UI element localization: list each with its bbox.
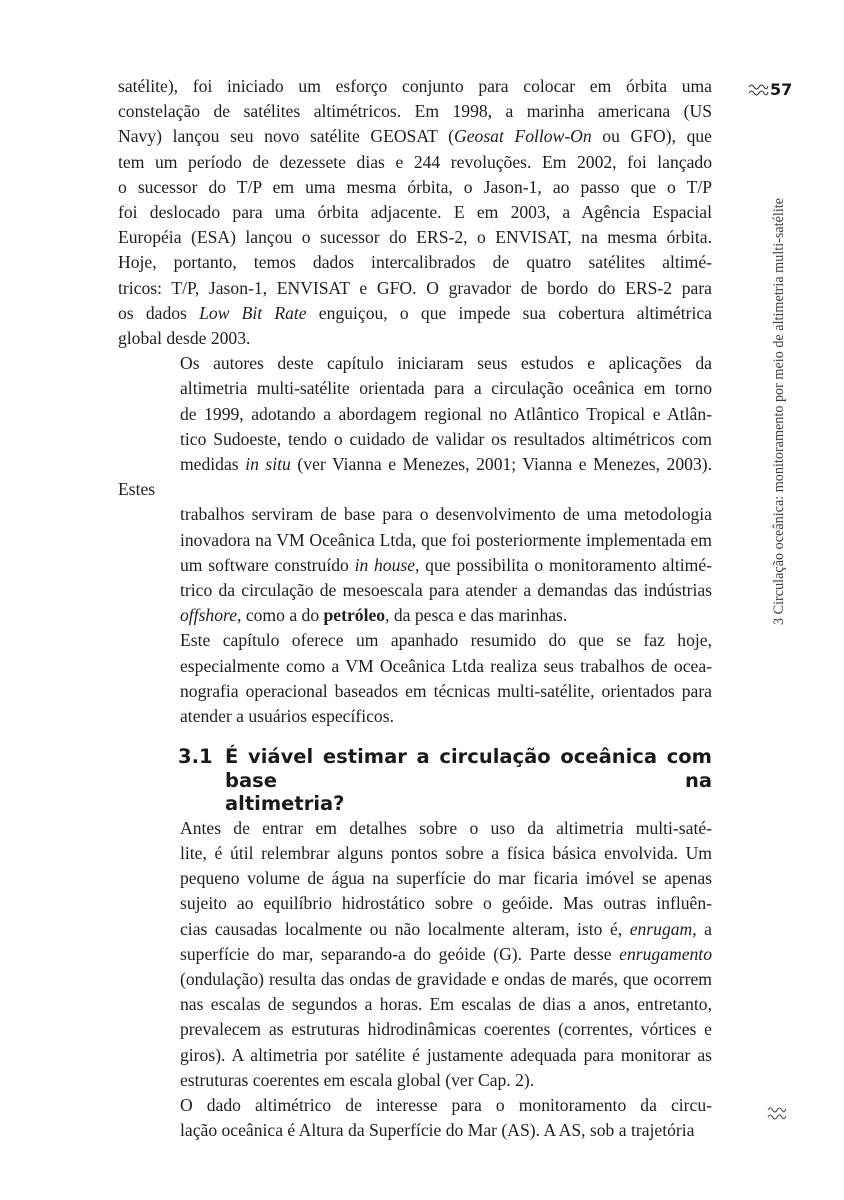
text-run: , como a do [237, 605, 324, 626]
text-line [118, 99, 712, 124]
text-line [118, 578, 712, 603]
text-run: superfície do mar, separando-a do geóide (G). Parte desse [180, 943, 620, 964]
italic-term: enrugam [629, 918, 693, 939]
text-line [118, 603, 712, 628]
text-run: trico da circulação de mesoescala para atender a demandas das indústrias [180, 580, 712, 601]
text-line [118, 200, 712, 225]
text-run: de 1999, adotando a abordagem regional no Atlântico Tropical e Atlân- [180, 403, 712, 424]
text-run: lite, é útil relembrar alguns pontos sobre a física básica envolvida. Um [180, 842, 712, 863]
text-line [118, 225, 712, 250]
text-line [118, 553, 712, 578]
text-run: medidas [180, 454, 246, 475]
italic-term: enrugamento [619, 943, 712, 964]
text-run: prevalecem as estruturas hidrodinâmicas coerentes (correntes, vórtices e [180, 1019, 712, 1040]
text-line [118, 376, 712, 401]
page-number-block [748, 78, 792, 100]
text-line [118, 841, 712, 866]
text-run: trabalhos serviram de base para o desenvolvimento de uma metodologia [180, 504, 712, 525]
text-line [118, 452, 712, 502]
text-line [118, 704, 712, 729]
italic-term: Low Bit Rate [199, 302, 307, 323]
italic-term: in situ [245, 454, 291, 475]
wave-icon [748, 82, 769, 96]
text-run: especialmente como a VM Oceânica Ltda realiza seus trabalhos de ocea- [180, 655, 712, 676]
text-run: Os autores deste capítulo iniciaram seus estudos e aplicações da [180, 353, 712, 374]
text-line [118, 992, 712, 1017]
text-line [118, 175, 712, 200]
section-number: 3.1 [178, 745, 213, 769]
text-run: Este capítulo oferece um apanhado resumido do que se faz hoje, [180, 630, 712, 651]
text-line [118, 1017, 712, 1042]
text-line [118, 150, 712, 175]
text-line [118, 351, 712, 376]
text-line [118, 402, 712, 427]
text-run: Antes de entrar em detalhes sobre o uso da altimetria multi-saté- [180, 817, 712, 838]
text-run: , da pesca e das marinhas. [385, 605, 568, 626]
text-line [118, 74, 712, 99]
text-run: um software construído [180, 554, 355, 575]
running-header: 3 Circulação oceânica: monitoramento por meio de altimetria multi-satélite [771, 197, 787, 625]
text-line [118, 250, 712, 275]
text-run: nografia operacional baseados em técnicas multi-satélite, orientados para [180, 680, 712, 701]
text-line [118, 124, 712, 149]
section-title [225, 745, 712, 816]
page-number: 57 [770, 79, 793, 99]
text-line [118, 1118, 712, 1143]
text-line [118, 917, 712, 942]
text-run: lação oceânica é Altura da Superfície do Mar (AS). A AS, sob a trajetória [180, 1120, 695, 1141]
text-run: foi deslocado para uma órbita adjacente. E em 2003, a Agência Espacial [118, 202, 712, 223]
text-run: altimetria multi-satélite orientada para a circulação oceânica em torno [180, 378, 712, 399]
text-line [118, 654, 712, 679]
paragraph [118, 1093, 712, 1143]
text-line [118, 1093, 712, 1118]
text-line [118, 816, 712, 841]
text-line [118, 679, 712, 704]
text-run: sujeito ao equilíbrio hidrostático sobre o geóide. Mas outras influên- [180, 893, 712, 914]
text-run: Hoje, portanto, temos dados intercalibrados de quatro satélites altimé- [118, 252, 712, 273]
text-run: tricos: T/P, Jason-1, ENVISAT e GFO. O gravador de bordo do ERS-2 para [118, 277, 712, 298]
text-run: , a [692, 918, 712, 939]
text-run: tico Sudoeste, tendo o cuidado de validar os resultados altimétricos com [180, 428, 712, 449]
body-text [118, 74, 712, 1143]
text-run: (ondulação) resulta das ondas de gravidade e ondas de marés, que ocorrem [180, 969, 712, 989]
text-run: , que possibilita o monitoramento altimé- [415, 554, 713, 575]
text-run: tem um período de dezessete dias e 244 revoluções. Em 2002, foi lançado [118, 151, 712, 172]
paragraph [118, 351, 712, 628]
paragraph [118, 628, 712, 729]
text-run: global desde 2003. [118, 328, 251, 349]
text-line [118, 1043, 712, 1068]
text-line [118, 967, 712, 992]
wave-icon [767, 1105, 787, 1120]
text-line [118, 866, 712, 891]
section-heading [178, 745, 712, 816]
text-run: Navy) lançou seu novo satélite GEOSAT ( [118, 126, 455, 147]
text-run: constelação de satélites altimétricos. Em 1998, a marinha americana (US [118, 101, 712, 122]
paragraph [118, 816, 712, 1093]
italic-term: in house [354, 554, 416, 575]
text-line [118, 891, 712, 916]
text-run: enguiçou, o que impede sua cobertura altimétrica [306, 302, 712, 323]
text-line [118, 942, 712, 967]
text-line [118, 502, 712, 527]
text-run: satélite), foi iniciado um esforço conjunto para colocar em órbita uma [118, 76, 712, 96]
text-run: (ver Vianna e Menezes, 2001; Vianna e Menezes, 2003). Estes [118, 454, 712, 500]
text-line [118, 276, 712, 301]
text-run: os dados [118, 302, 200, 323]
text-line [118, 326, 712, 351]
text-run: pequeno volume de água na superfície do mar ficaria imóvel se apenas [180, 868, 712, 889]
italic-term: offshore [180, 605, 238, 626]
section-title-line: É viável estimar a circulação oceânica com base na [225, 745, 712, 792]
text-run: estruturas coerentes em escala global (ver Cap. 2). [180, 1069, 535, 1090]
text-run: cias causadas localmente ou não localmente alteram, isto é, [180, 918, 630, 939]
paragraph [118, 74, 712, 351]
text-line [118, 528, 712, 553]
text-run: atender a usuários específicos. [180, 706, 394, 727]
text-line [118, 301, 712, 326]
text-run: ou GFO), que [591, 126, 712, 147]
section-title-line: altimetria? [225, 792, 345, 816]
text-run: giros). A altimetria por satélite é justamente adequada para monitorar as [180, 1044, 712, 1065]
text-run: nas escalas de segundos a horas. Em escalas de dias a anos, entretanto, [180, 994, 712, 1015]
italic-term: Geosat Follow-On [454, 126, 592, 147]
text-run: O dado altimétrico de interesse para o monitoramento da circu- [180, 1095, 712, 1116]
text-run: Européia (ESA) lançou o sucessor do ERS-2, o ENVISAT, na mesma órbita. [118, 227, 712, 248]
text-run: o sucessor do T/P em uma mesma órbita, o Jason-1, ao passo que o T/P [118, 176, 712, 197]
text-run: inovadora na VM Oceânica Ltda, que foi posteriormente implementada em [180, 529, 712, 550]
text-line [118, 1068, 712, 1093]
text-line [118, 427, 712, 452]
text-line [118, 628, 712, 653]
bold-term: petróleo [323, 605, 386, 626]
